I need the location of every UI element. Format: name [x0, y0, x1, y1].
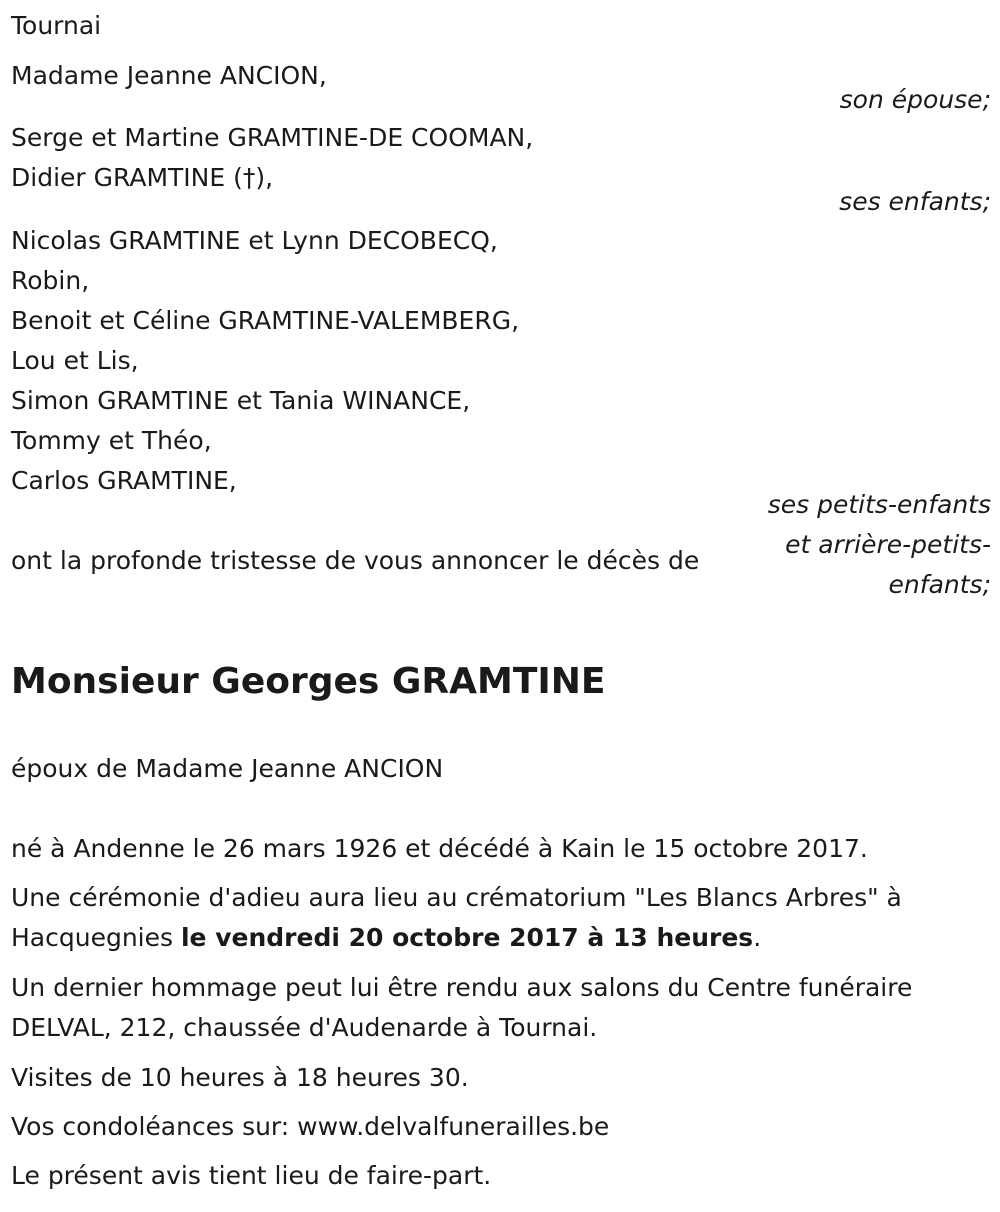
spouse-role: son épouse; [839, 85, 991, 114]
grandchild-name: Tommy et Théo, [11, 426, 212, 455]
grandchild-name: Simon GRAMTINE et Tania WINANCE, [11, 386, 471, 415]
deceased-spouse-of: époux de Madame Jeanne ANCION [11, 754, 444, 783]
grandchild-name: Benoit et Céline GRAMTINE-VALEMBERG, [11, 306, 520, 335]
announcement-text: ont la profonde tristesse de vous annoncer le décès de [11, 546, 700, 575]
grandchild-name: Robin, [11, 266, 90, 295]
children-role: ses enfants; [839, 187, 991, 216]
grandchildren-role-line: enfants; [888, 570, 991, 599]
city-header: Tournai [11, 11, 102, 40]
ceremony-date: le vendredi 20 octobre 2017 à 13 heures [180, 923, 754, 952]
child-name: Didier GRAMTINE (†), [11, 163, 274, 192]
grandchildren-role-line: et arrière-petits- [785, 530, 991, 559]
notice-text: Le présent avis tient lieu de faire-part. [11, 1161, 492, 1190]
deceased-name: Monsieur Georges GRAMTINE [11, 661, 606, 702]
grandchild-name: Lou et Lis, [11, 346, 139, 375]
ceremony-text [11, 878, 986, 958]
grandchild-name: Nicolas GRAMTINE et Lynn DECOBECQ, [11, 226, 498, 255]
homage-text: Un dernier hommage peut lui être rendu aux salons du Centre funéraire DELVAL, 212, chaussée d'Audenarde à Tournai. [11, 973, 913, 1042]
birth-death-dates: né à Andenne le 26 mars 1926 et décédé à Kain le 15 octobre 2017. [11, 834, 868, 863]
grandchild-name: Carlos GRAMTINE, [11, 466, 237, 495]
ceremony-text-after: . [753, 923, 762, 952]
child-name: Serge et Martine GRAMTINE-DE COOMAN, [11, 123, 534, 152]
grandchildren-role-line: ses petits-enfants [767, 490, 991, 519]
condolences-text: Vos condoléances sur: www.delvalfunerailles.be [11, 1112, 610, 1141]
visits-text: Visites de 10 heures à 18 heures 30. [11, 1063, 469, 1092]
ceremony-text-before: Une cérémonie d'adieu aura lieu au crématorium "Les Blancs Arbres" à Hacquegnies [11, 883, 902, 952]
spouse-name: Madame Jeanne ANCION, [11, 61, 327, 90]
